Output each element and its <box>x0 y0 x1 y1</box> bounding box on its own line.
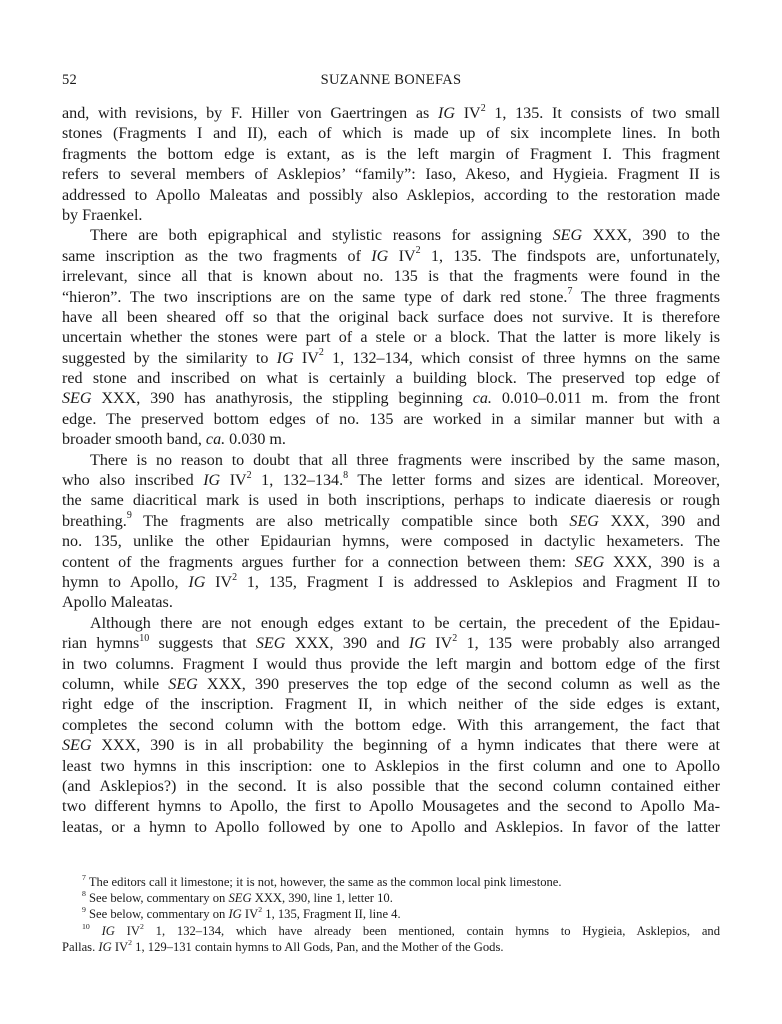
text-line <box>62 553 720 573</box>
italic-text: SEG <box>255 635 286 653</box>
text-run: XXX, 390 is in all probability the beginning of a hymn indicates that there were at <box>91 737 720 755</box>
text-run: by Fraenkel. <box>62 206 143 224</box>
italic-text: IG <box>203 472 221 490</box>
text-line <box>62 226 720 246</box>
text-run: 0.010–0.011 m. from the front <box>491 390 720 408</box>
text-run: IV <box>205 573 233 591</box>
text-run: XXX, 390 and <box>285 635 409 653</box>
italic-text: SEG <box>574 553 605 571</box>
italic-text: SEG <box>552 227 583 245</box>
text-line <box>62 430 720 450</box>
italic-text: SEG <box>62 390 92 408</box>
text-run: See below, commentary on <box>85 907 229 922</box>
superscript: 2 <box>128 937 133 947</box>
text-line <box>62 328 720 348</box>
superscript: 9 <box>82 905 86 915</box>
paragraph <box>62 614 720 838</box>
text-line <box>62 777 720 797</box>
text-run: no. 135, unlike the other Epidaurian hymns, were composed in dactylic hexameters. The <box>62 533 720 551</box>
text-run: refers to several members of Asklepios’ “family”: Iaso, Akeso, and Hygieia. Fragment II is <box>62 166 720 184</box>
footnote <box>62 890 720 906</box>
italic-text: IG <box>371 247 389 265</box>
text-run: fragments the bottom edge is extant, as is the left margin of Fragment I. This fragment <box>62 145 720 163</box>
footnote-line <box>62 874 720 890</box>
paragraph <box>62 226 720 450</box>
text-run: Pallas. <box>62 939 99 954</box>
superscript: 2 <box>258 905 263 915</box>
text-run: XXX, 390, line 1, letter 10. <box>251 891 393 906</box>
text-run: irrelevant, since all that is known about no. 135 is that the fragments were found in the <box>62 268 720 286</box>
text-line <box>62 655 720 675</box>
text-run: same inscription as the two fragments of <box>62 247 372 265</box>
text-run: Although there are not enough edges extant to be certain, the precedent of the Epidau- <box>90 614 720 632</box>
text-run: 1, 132–134, which have already been mentioned, contain hymns to Hygieia, Asklepios, and <box>143 923 720 938</box>
text-run: breathing. <box>62 512 127 530</box>
superscript: 2 <box>452 632 458 644</box>
text-run: red stone and inscribed on what is certainly a building block. The preserved top edge of <box>62 370 720 388</box>
superscript: 9 <box>126 510 132 522</box>
text-run: stones (Fragments I and II), each of which is made up of six incomplete lines. In both <box>62 125 720 143</box>
text-line <box>62 634 720 654</box>
text-line <box>62 818 720 838</box>
text-run: There are both epigraphical and stylistic reasons for assigning <box>90 227 553 245</box>
text-line <box>62 369 720 389</box>
text-run: 1, 132–134. <box>251 472 344 490</box>
italic-text: IG <box>276 349 294 367</box>
text-run: See below, commentary on <box>85 891 229 906</box>
text-run: edge. The preserved bottom edges of no. 135 are worked in a similar manner but with a <box>62 410 720 428</box>
text-run: in two columns. Fragment I would thus provide the left margin and bottom edge of the first <box>62 655 720 673</box>
text-run: completes the second column with the bottom edge. With this arrangement, the fact that <box>62 716 720 734</box>
text-run: IV <box>388 247 416 265</box>
text-run: uncertain whether the stones were part of a stele or a block. That the latter is more likely is <box>62 329 720 347</box>
italic-text: IG <box>228 907 242 922</box>
text-run: 1, 135, Fragment I is addressed to Asklepios and Fragment II to <box>237 573 720 591</box>
superscript: 2 <box>318 347 324 359</box>
footnote <box>62 874 720 890</box>
superscript: 7 <box>82 873 86 883</box>
text-line <box>62 614 720 634</box>
text-run: have all been sheared off so that the original back surface does not survive. It is therefore <box>62 308 720 326</box>
text-run: 1, 135. It consists of two small <box>485 105 720 122</box>
superscript: 2 <box>139 921 144 931</box>
text-line <box>62 736 720 756</box>
text-run: rian hymns <box>62 635 140 653</box>
text-line <box>62 573 720 593</box>
text-run: 1, 132–134, which consist of three hymns on the same <box>323 349 720 367</box>
text-run: IV <box>111 939 129 954</box>
text-run: 1, 135 were probably also arranged <box>457 635 721 653</box>
text-run: Apollo Maleatas. <box>62 594 173 612</box>
text-line <box>62 451 720 471</box>
text-line <box>62 206 720 226</box>
text-run: The editors call it limestone; it is not, however, the same as the common local pink limestone. <box>85 875 562 889</box>
text-run: The fragments are also metrically compatible since both <box>131 512 570 530</box>
text-run: leatas, or a hymn to Apollo followed by one to Apollo and Asklepios. In favor of the latter <box>62 818 720 836</box>
text-line <box>62 716 720 736</box>
text-line <box>62 186 720 206</box>
italic-text: SEG <box>168 675 198 693</box>
text-line <box>62 247 720 267</box>
text-line <box>62 797 720 817</box>
superscript: 8 <box>343 469 349 481</box>
text-line <box>62 349 720 369</box>
text-run: XXX, 390 and <box>598 512 720 530</box>
text-line <box>62 389 720 409</box>
text-run: IV <box>114 923 140 938</box>
text-line <box>62 695 720 715</box>
text-run: addressed to Apollo Maleatas and possibly also Asklepios, according to the restoration made <box>62 186 720 204</box>
text-run: IV <box>293 349 319 367</box>
text-run: who also inscribed <box>62 472 204 490</box>
text-run: There is no reason to doubt that all three fragments were inscribed by the same mason, <box>90 451 720 469</box>
superscript: 10 <box>82 921 90 931</box>
text-run: XXX, 390 is a <box>604 553 720 571</box>
page-number: 52 <box>62 72 78 88</box>
text-run: XXX, 390 preserves the top edge of the second column as well as the <box>197 675 720 693</box>
text-run: (and Asklepios?) in the second. It is also possible that the second column contained either <box>62 777 720 795</box>
body-text <box>62 104 720 838</box>
footnote-line <box>62 890 720 906</box>
text-line <box>62 145 720 165</box>
text-run: suggested by the similarity to <box>62 349 277 367</box>
italic-text: SEG <box>228 891 252 906</box>
text-line <box>62 757 720 777</box>
text-run: The three fragments <box>572 288 720 306</box>
text-run: 1, 129–131 contain hymns to All Gods, Pan, and the Mother of the Gods. <box>132 939 504 954</box>
text-run: XXX, 390 to the <box>582 227 720 245</box>
text-line <box>62 532 720 552</box>
footnote <box>62 906 720 922</box>
text-run: IV <box>220 472 247 490</box>
text-line <box>62 512 720 532</box>
footnote-line <box>62 923 720 939</box>
text-line <box>62 104 720 124</box>
text-line <box>62 165 720 185</box>
running-head <box>62 72 720 92</box>
text-line <box>62 267 720 287</box>
italic-text: IG <box>438 105 455 122</box>
text-run: the same diacritical mark is used in both inscriptions, perhaps to indicate diaeresis or rough <box>62 492 720 510</box>
text-line <box>62 308 720 328</box>
text-run: 1, 135, Fragment II, line 4. <box>262 907 401 922</box>
italic-text: ca. <box>205 431 226 449</box>
text-line <box>62 593 720 613</box>
text-run: broader smooth band, <box>62 431 206 449</box>
text-run: column, while <box>62 675 169 693</box>
superscript: 2 <box>415 245 421 257</box>
text-line <box>62 410 720 430</box>
text-run: 0.030 m. <box>225 431 286 449</box>
text-run: suggests that <box>149 635 256 653</box>
paragraph <box>62 104 720 226</box>
text-run: 1, 135. The findspots are, unfortunately, <box>420 247 720 265</box>
footnote-line <box>62 939 720 955</box>
text-line <box>62 288 720 308</box>
text-run: “hieron”. The two inscriptions are on the same type of dark red stone. <box>62 288 568 306</box>
text-run: IV <box>241 907 259 922</box>
text-line <box>62 124 720 144</box>
superscript: 2 <box>246 469 252 481</box>
italic-text: IG <box>408 635 426 653</box>
text-run <box>90 924 102 938</box>
footnote <box>62 923 720 955</box>
text-line <box>62 491 720 511</box>
paragraph <box>62 451 720 614</box>
text-run: IV <box>455 105 481 122</box>
author-running-head: SUZANNE BONEFAS <box>320 72 462 88</box>
footnote-line <box>62 906 720 922</box>
italic-text: SEG <box>62 737 92 755</box>
italic-text: IG <box>188 573 206 591</box>
text-line <box>62 675 720 695</box>
text-run: XXX, 390 has anathyrosis, the stippling beginning <box>91 390 473 408</box>
text-run: and, with revisions, by F. Hiller von Gaertringen as <box>62 105 439 122</box>
italic-text: ca. <box>472 390 492 408</box>
superscript: 7 <box>567 286 573 298</box>
superscript: 2 <box>480 102 486 114</box>
italic-text: SEG <box>569 512 599 530</box>
text-run: hymn to Apollo, <box>62 573 189 591</box>
italic-text: IG <box>98 939 112 954</box>
text-run: IV <box>425 635 453 653</box>
superscript: 8 <box>82 889 86 899</box>
text-line <box>62 471 720 491</box>
text-run: least two hymns in this inscription: one to Asklepios in the first column and one to Apollo <box>62 757 720 775</box>
superscript: 2 <box>232 571 238 583</box>
superscript: 10 <box>139 632 150 644</box>
footnotes <box>62 874 720 955</box>
text-run: two different hymns to Apollo, the first to Apollo Mousagetes and the second to Apollo Ma- <box>62 798 720 816</box>
italic-text: IG <box>101 923 115 938</box>
text-run: content of the fragments argues further for a connection between them: <box>62 553 575 571</box>
text-run: right edge of the inscription. Fragment II, in which neither of the side edges is extant, <box>62 696 720 714</box>
text-run: The letter forms and sizes are identical. Moreover, <box>348 472 720 490</box>
